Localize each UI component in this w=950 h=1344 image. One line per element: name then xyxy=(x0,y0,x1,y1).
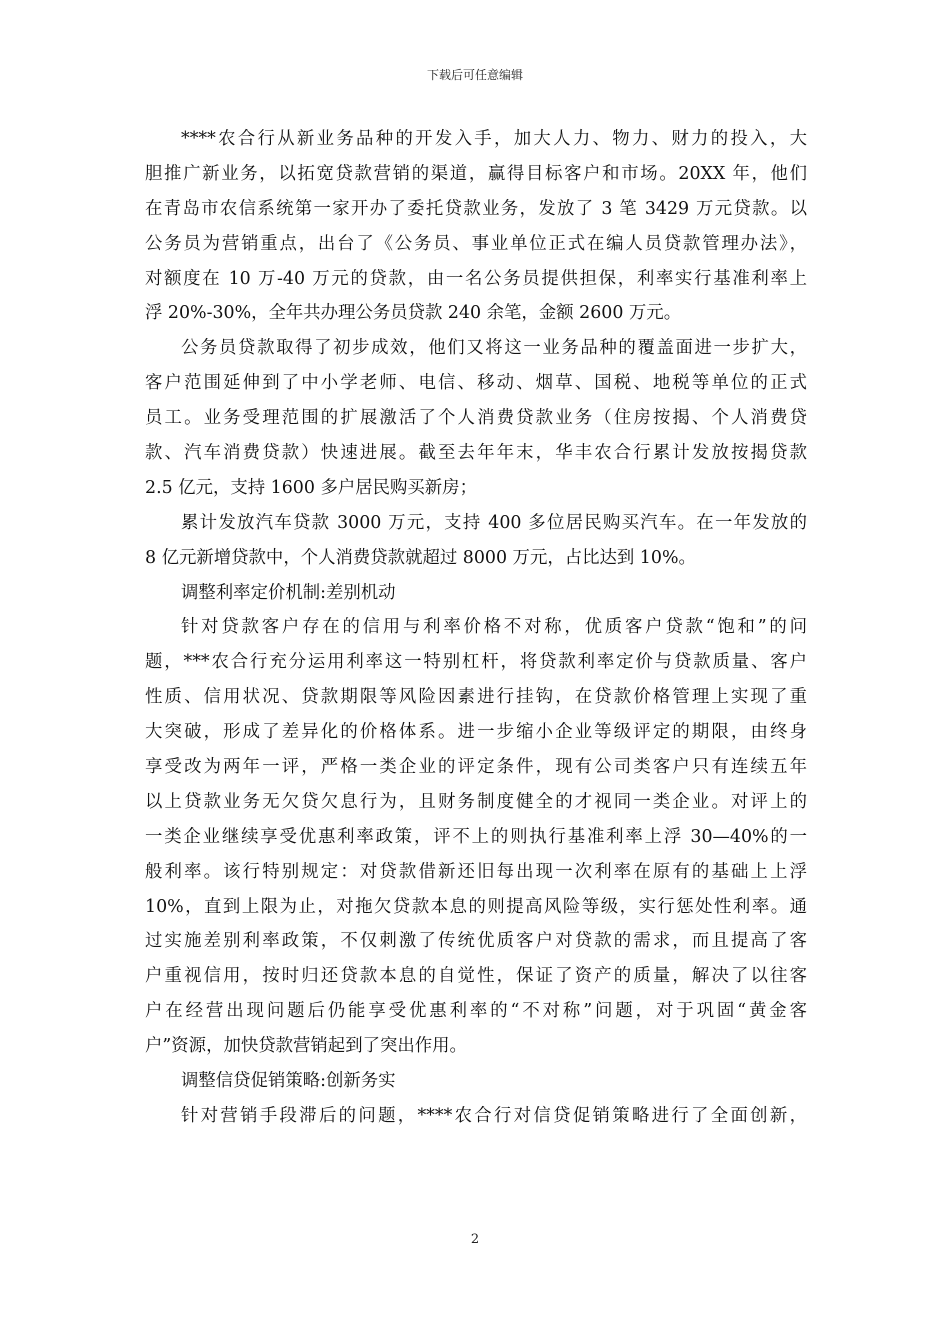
text-line: 过实施差别利率政策，不仅刺激了传统优质客户对贷款的需求，而且提高了客 xyxy=(145,931,807,952)
text-line: 客户范围延伸到了中小学老师、电信、移动、烟草、国税、地税等单位的正式 xyxy=(145,373,807,394)
text-line: 性质、信用状况、贷款期限等风险因素进行挂钩，在贷款价格管理上实现了重 xyxy=(145,687,807,708)
text-line: 公务员贷款取得了初步成效，他们又将这一业务品种的覆盖面进一步扩大， xyxy=(181,338,807,359)
text-line: 员工。业务受理范围的扩展激活了个人消费贷款业务（住房按揭、个人消费贷 xyxy=(145,408,807,429)
text-line: 户重视信用，按时归还贷款本息的自觉性，保证了资产的质量，解决了以往客 xyxy=(145,966,807,987)
text-line: 浮 20%-30%，全年共办理公务员贷款 240 余笔，金额 2600 万元。 xyxy=(145,303,682,324)
text-line: 针对贷款客户存在的信用与利率价格不对称，优质客户贷款“饱和”的问 xyxy=(181,617,807,638)
text-line: 大突破，形成了差异化的价格体系。进一步缩小企业等级评定的期限，由终身 xyxy=(145,722,807,743)
text-line: 累计发放汽车贷款 3000 万元，支持 400 多位居民购买汽车。在一年发放的 xyxy=(181,512,807,533)
text-line: 胆推广新业务，以拓宽贷款营销的渠道，赢得目标客户和市场。20XX 年，他们 xyxy=(145,163,807,184)
text-line: 调整信贷促销策略:创新务实 xyxy=(181,1071,396,1092)
text-line: 户”资源，加快贷款营销起到了突出作用。 xyxy=(145,1036,467,1057)
page-number: 2 xyxy=(470,1232,480,1247)
text-line: 针对营销手段滞后的问题，****农合行对信贷促销策略进行了全面创新， xyxy=(181,1105,807,1126)
text-line: 题，***农合行充分运用利率这一特别杠杆，将贷款利率定价与贷款质量、客户 xyxy=(145,652,807,673)
text-line: 享受改为两年一评，严格一类企业的评定条件，现有公司类客户只有连续五年 xyxy=(145,757,807,778)
text-line: 一类企业继续享受优惠利率政策，评不上的则执行基准利率上浮 30—40%的一 xyxy=(145,826,807,847)
text-line: 在青岛市农信系统第一家开办了委托贷款业务，发放了 3 笔 3429 万元贷款。以 xyxy=(145,198,807,219)
text-line: ****农合行从新业务品种的开发入手，加大人力、物力、财力的投入，大 xyxy=(181,129,807,149)
text-line: 般利率。该行特别规定：对贷款借新还旧每出现一次利率在原有的基础上上浮 xyxy=(145,861,807,882)
text-line: 户在经营出现问题后仍能享受优惠利率的“不对称”问题，对于巩固“黄金客 xyxy=(145,1001,807,1022)
text-line: 调整利率定价机制:差别机动 xyxy=(181,582,396,603)
text-line: 10%，直到上限为止，对拖欠贷款本息的则提高风险等级，实行惩处性利率。通 xyxy=(145,896,807,917)
text-line: 以上贷款业务无欠贷欠息行为，且财务制度健全的才视同一类企业。对评上的 xyxy=(145,791,807,812)
document-body xyxy=(145,122,807,1134)
text-line: 款、汽车消费贷款）快速进展。截至去年年末，华丰农合行累计发放按揭贷款 xyxy=(145,443,807,464)
text-line: 公务员为营销重点，出台了《公务员、事业单位正式在编人员贷款管理办法》， xyxy=(145,233,807,254)
page-header: 下载后可任意编辑 xyxy=(426,68,523,82)
text-line: 对额度在 10 万-40 万元的贷款，由一名公务员提供担保，利率实行基准利率上 xyxy=(145,268,807,289)
text-line: 2.5 亿元，支持 1600 多户居民购买新房； xyxy=(145,477,477,498)
text-line: 8 亿元新增贷款中，个人消费贷款就超过 8000 万元，占比达到 10%。 xyxy=(145,547,696,568)
